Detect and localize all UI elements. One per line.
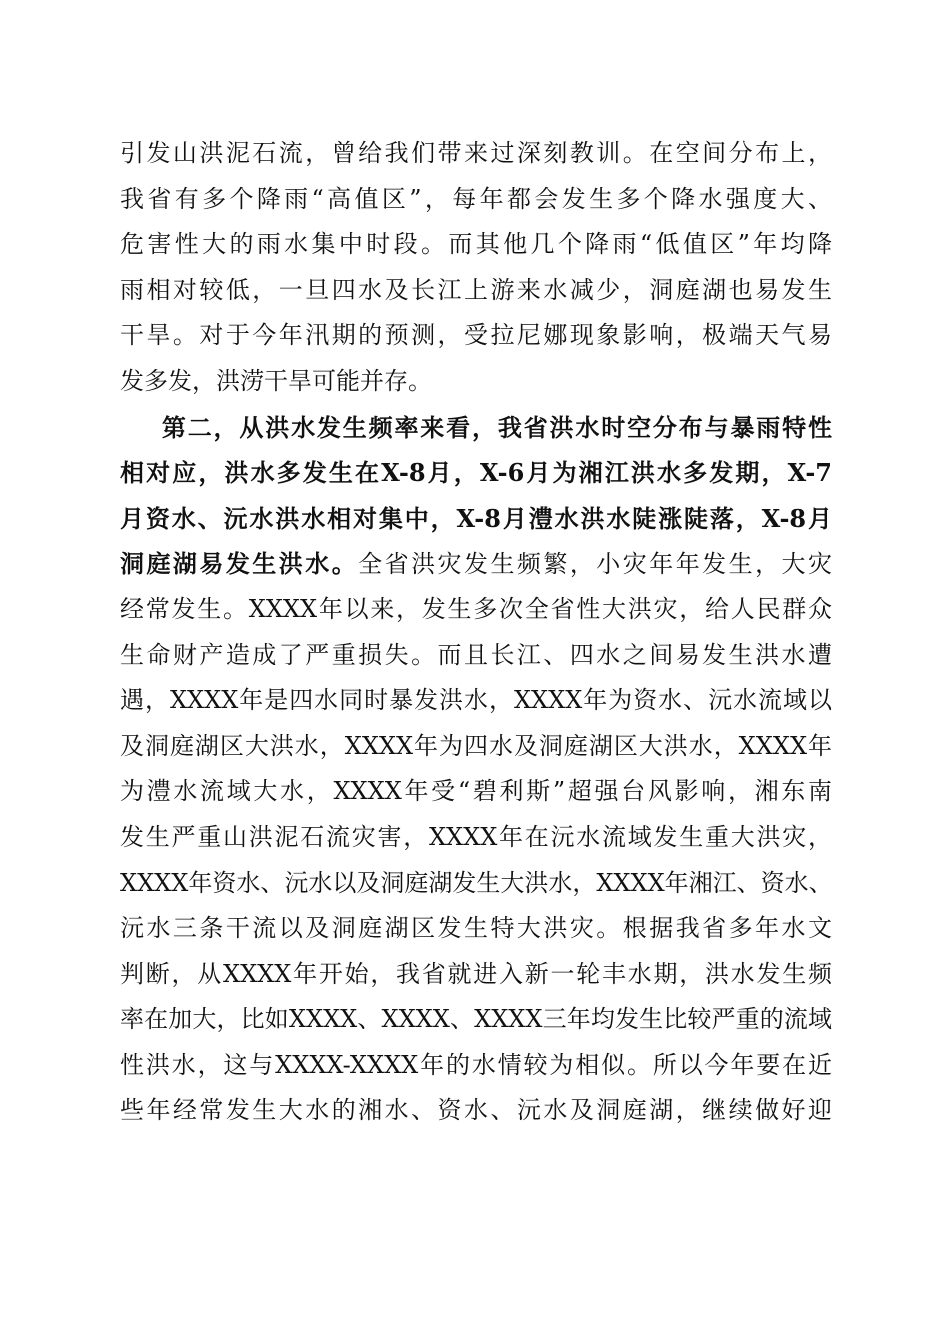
paragraph-heading-text: 洞庭湖易发生洪水。 bbox=[120, 549, 359, 579]
text-line: 发生严重山洪泥石流灾害，XXXX年在沅水流域发生重大洪灾， bbox=[120, 822, 832, 851]
paragraph-heading-line bbox=[120, 405, 832, 451]
text-line bbox=[120, 541, 832, 587]
text-line: 些年经常发生大水的湘水、资水、沅水及洞庭湖，继续做好迎 bbox=[120, 1096, 832, 1125]
text-line: 干旱。对于今年汛期的预测，受拉尼娜现象影响，极端天气易 bbox=[120, 321, 832, 350]
text-line: 经常发生。XXXX年以来，发生多次全省性大洪灾，给人民群众 bbox=[120, 594, 832, 623]
paragraph-body-text: 全省洪灾发生频繁，小灾年年发生，大灾 bbox=[358, 550, 833, 579]
text-line: 及洞庭湖区大洪水，XXXX年为四水及洞庭湖区大洪水，XXXX年 bbox=[120, 731, 832, 760]
text-line: 雨相对较低，一旦四水及长江上游来水减少，洞庭湖也易发生 bbox=[120, 275, 832, 304]
text-line: XXXX年资水、沅水以及洞庭湖发生大洪水，XXXX年湘江、资水、 bbox=[120, 868, 833, 897]
text-line: 性洪水，这与XXXX-XXXX年的水情较为相似。所以今年要在近 bbox=[120, 1050, 832, 1079]
paragraph-heading-text: 第二，从洪水发生频率来看，我省洪水时空分布与暴雨特性 bbox=[160, 412, 832, 442]
text-line: 发多发，洪涝干旱可能并存。 bbox=[120, 366, 432, 395]
text-line: 判断，从XXXX年开始，我省就进入新一轮丰水期，洪水发生频 bbox=[120, 959, 832, 988]
text-line: 我省有多个降雨“高值区”，每年都会发生多个降水强度大、 bbox=[120, 184, 832, 213]
text-line: 危害性大的雨水集中时段。而其他几个降雨“低值区”年均降 bbox=[120, 230, 832, 259]
text-line: 生命财产造成了严重损失。而且长江、四水之间易发生洪水遭 bbox=[120, 640, 832, 669]
paragraph-heading-line: 相对应，洪水多发生在X-8月，X-6月为湘江洪水多发期，X-7 bbox=[120, 458, 832, 488]
paragraph-heading-line: 月资水、沅水洪水相对集中，X-8月澧水洪水陡涨陡落，X-8月 bbox=[120, 503, 832, 533]
body-text bbox=[120, 131, 832, 1134]
text-line: 为澧水流域大水，XXXX年受“碧利斯”超强台风影响，湘东南 bbox=[120, 777, 832, 806]
text-line: 沅水三条干流以及洞庭湖区发生特大洪灾。根据我省多年水文 bbox=[120, 914, 832, 943]
text-line: 引发山洪泥石流，曾给我们带来过深刻教训。在空间分布上， bbox=[120, 139, 832, 167]
text-line: 遇，XXXX年是四水同时暴发洪水，XXXX年为资水、沅水流域以 bbox=[120, 686, 832, 715]
text-line: 率在加大，比如XXXX、XXXX、XXXX三年均发生比较严重的流域 bbox=[120, 1005, 832, 1034]
